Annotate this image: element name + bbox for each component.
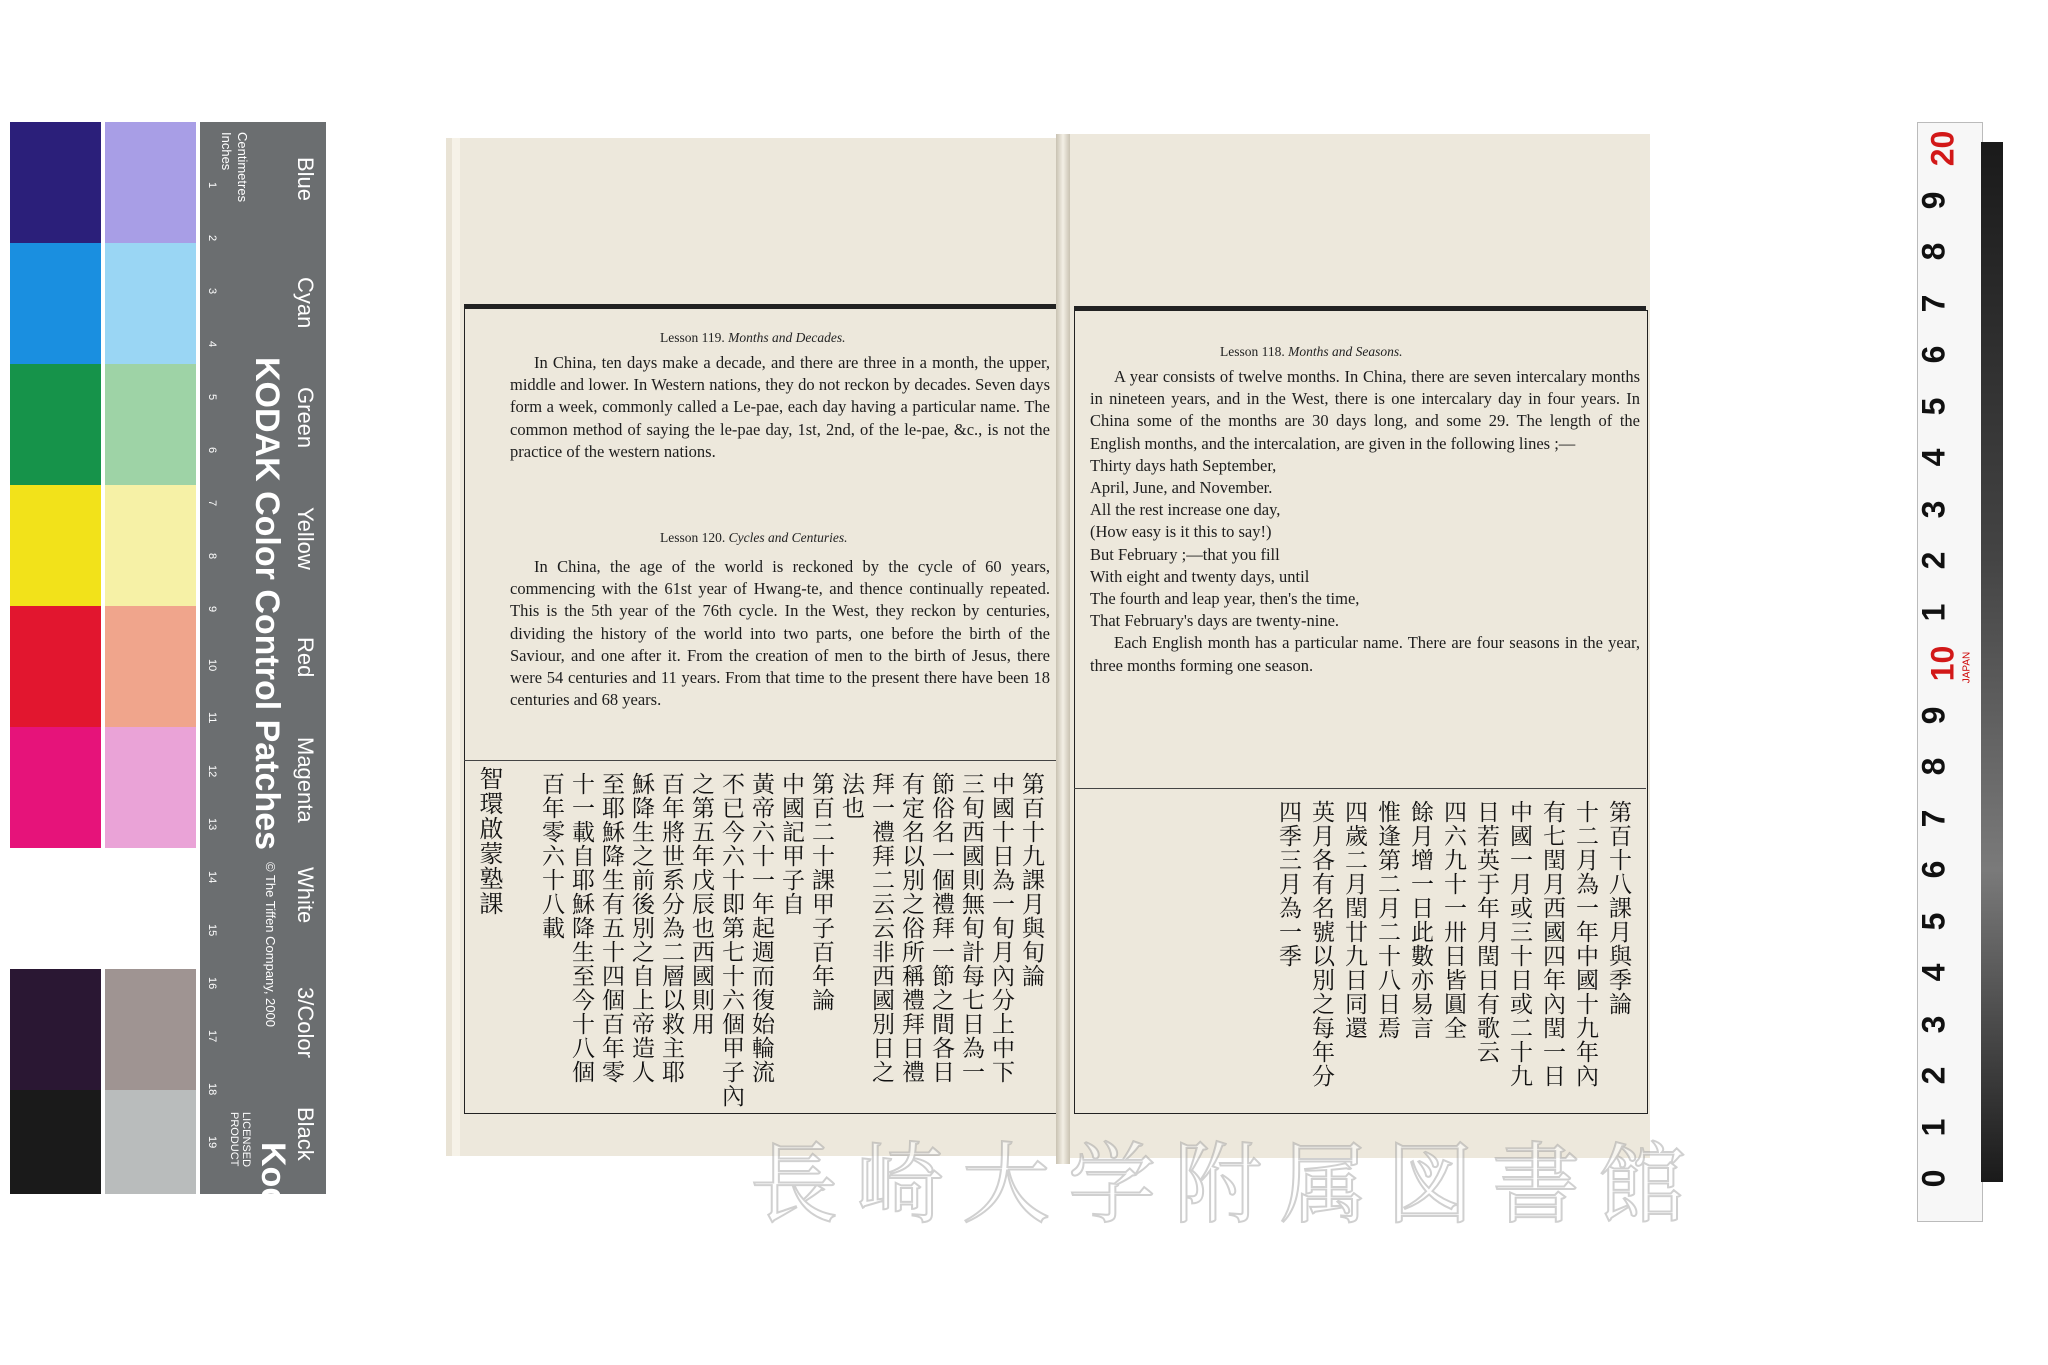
poem-line: That February's days are twenty-nine. [1090, 611, 1340, 631]
ruler-gray-scale [1981, 142, 2003, 1182]
color-label: White [293, 867, 318, 924]
ruler-number: 5 [1915, 397, 1952, 415]
chinese-column: 英月各有名號以別之每年分 [1308, 800, 1334, 1088]
left-page [460, 138, 1056, 1156]
kodak-title: KODAK Color Control Patches [248, 357, 286, 851]
color-patch-dark [10, 1090, 101, 1194]
color-label: 3/Color [293, 987, 318, 1058]
ruler-number: 1 [1915, 603, 1952, 621]
color-label: Magenta [293, 737, 318, 823]
lesson119-heading [660, 330, 845, 346]
color-patch-light [105, 727, 196, 848]
measuring-ruler [1917, 122, 2003, 1220]
chinese-column: 不已今六十即第七十六個甲子內 [718, 772, 744, 1108]
cm-tick-label: 8 [206, 553, 218, 560]
color-patch-dark [10, 606, 101, 727]
left-top-rule [464, 304, 1056, 308]
chinese-column: 四季三月為一季 [1275, 800, 1301, 968]
chinese-column: 中國記甲子自 [778, 772, 804, 916]
lesson119-body [510, 352, 1050, 463]
cm-tick-label: 1 [206, 182, 218, 189]
lesson119-title: Lesson 119. [660, 330, 725, 345]
chinese-column: 中國十日為一旬月內分上中下 [988, 772, 1014, 1084]
cm-tick-label: 7 [206, 500, 218, 507]
chinese-column: 三旬西國則無旬計每七日為一 [958, 772, 984, 1084]
lesson118-heading [1220, 344, 1403, 360]
chinese-column: 有七閏月西國四年內閏一日 [1539, 800, 1565, 1088]
ruler-number: 8 [1915, 757, 1952, 776]
color-patch-light [105, 1090, 196, 1194]
month-poem [1090, 455, 1640, 633]
cm-tick-label: 5 [206, 394, 218, 401]
chinese-column: 之第五年戊辰也西國則用 [688, 772, 714, 1036]
lesson120-heading [660, 530, 847, 546]
chinese-column: 中國一月或三十日或二十九 [1506, 800, 1532, 1088]
color-patch-dark [10, 485, 101, 606]
lesson120-title: Lesson 120. [660, 530, 726, 545]
color-label: Black [293, 1107, 318, 1161]
kodak-label-strip [200, 122, 326, 1246]
ruler-number: 20 [1924, 130, 1961, 167]
cm-tick-label: 6 [206, 447, 218, 454]
lesson119-text: In China, ten days make a decade, and there are three in a month, the upper, middle and lower. In Western nations, they do not reckon by decades. Seven days form a week, commonly called a Le-pae, each day having a particular name. The common method of saying the le-pae day, 1st, 2nd, of the le-pae, &c., is not the practice of the western nations. [510, 353, 1050, 461]
lesson120-text: In China, the age of the world is reckoned by the cycle of 60 years, commencing with the 61st year of Hwang-te, and thence continually repeated. This is the 5th year of the 76th cycle. In the West, they reckon by centuries, dividing the history of the world into two parts, one before the birth of the Saviour, and one after it. From the creation of men to the birth of Jesus, there were 54 centuries and 11 years. From that time to the present there have been 18 centuries and 68 years. [510, 557, 1050, 710]
lesson120-body [510, 556, 1050, 711]
chinese-column: 節俗名一個禮拜一節之間各日 [928, 772, 954, 1084]
ruler-number: 8 [1915, 242, 1952, 261]
cm-tick-label: 14 [206, 871, 218, 884]
cm-tick-label: 4 [206, 341, 218, 348]
chinese-column: 第百二十課甲子百年論 [808, 772, 834, 1012]
cm-tick-label: 12 [206, 765, 218, 778]
library-watermark: 長崎大学附属図書館 [750, 1133, 1705, 1236]
left-margin-title: 智環啟蒙塾課 [475, 766, 503, 916]
poem-line: April, June, and November. [1090, 478, 1273, 498]
chinese-column: 穌降生之前後別之自上帝造人 [628, 772, 654, 1084]
color-patch-light [105, 243, 196, 364]
chinese-column: 惟逢第二月二十八日焉 [1374, 800, 1400, 1040]
lesson118-closing: Each English month has a particular name. There are four seasons in the year, three months forming one season. [1090, 633, 1640, 675]
color-patch-dark [10, 727, 101, 848]
ruler-number: 1 [1915, 1118, 1952, 1136]
cm-tick-label: 9 [206, 606, 218, 613]
kodak-copyright: © The Tiffen Company, 2000 [263, 862, 278, 1027]
color-patch-dark [10, 969, 101, 1090]
chinese-column: 餘月增一日此數亦易言 [1407, 800, 1433, 1040]
ruler-number: 6 [1915, 860, 1952, 879]
lesson118-body [1090, 366, 1640, 677]
chinese-column: 十一載自耶穌降生至今十八個 [568, 772, 594, 1084]
cm-tick-label: 17 [206, 1030, 218, 1043]
ruler-number: 3 [1915, 500, 1952, 518]
chinese-column: 黃帝六十一年起週而復始輪流 [748, 772, 774, 1084]
chinese-column: 第百十八課月與季論 [1605, 800, 1631, 1016]
ruler-number: 9 [1915, 191, 1952, 209]
kodak-licensed: LICENSED PRODUCT [228, 1112, 252, 1168]
cm-tick-label: 16 [206, 977, 218, 990]
chinese-column: 拜一禮拜二云云非西國別日之 [868, 772, 894, 1084]
chinese-column: 至耶穌降生有五十四個百年零 [598, 772, 624, 1084]
chinese-column: 第百十九課月與旬論 [1018, 772, 1044, 988]
chinese-column: 有定名以別之俗所稱禮拜日禮 [898, 772, 924, 1084]
centimetres-label: Centimetres [235, 132, 250, 203]
cm-tick-label: 15 [206, 924, 218, 937]
chinese-column: 四六九十一卅日皆圓全 [1440, 800, 1466, 1040]
cm-tick-label: 13 [206, 818, 218, 831]
cm-tick-label: 19 [206, 1136, 218, 1149]
left-divider [464, 760, 1056, 761]
ruler-number: 0 [1915, 1169, 1952, 1188]
poem-line: With eight and twenty days, until [1090, 566, 1310, 586]
kodak-brand: Kodak [254, 1142, 292, 1246]
poem-line: Thirty days hath September, [1090, 455, 1277, 475]
lesson118-intro: A year consists of twelve months. In China, there are seven intercalary months in nineteen years, and in the West, there is one intercalary day in four years. In China some of the months are 30 days long, and some 29. The length of the English months, and the intercalation, are given in the following lines ;— [1090, 367, 1640, 453]
color-label: Red [293, 637, 318, 678]
poem-line: But February ;—that you fill [1090, 544, 1280, 564]
ruler-number: 7 [1915, 809, 1952, 827]
ruler-number: 2 [1915, 551, 1952, 570]
cm-tick-label: 3 [206, 288, 218, 295]
chinese-column: 十二月為一年中國十九年內 [1572, 800, 1598, 1088]
book-gutter [1056, 134, 1070, 1164]
color-patch-dark [10, 243, 101, 364]
ruler-number: 5 [1915, 912, 1952, 930]
color-patch-dark [10, 122, 101, 243]
color-patch-light [105, 969, 196, 1090]
right-divider [1074, 788, 1646, 789]
lesson118-subtitle: Months and Seasons. [1288, 344, 1403, 359]
ruler-number: 6 [1915, 345, 1952, 364]
lesson120-subtitle: Cycles and Centuries. [728, 530, 848, 545]
color-label: Green [293, 387, 318, 449]
chinese-column: 法也 [838, 772, 864, 820]
poem-line: The fourth and leap year, then's the time, [1090, 589, 1360, 609]
chinese-column: 百年將世系分為二層以救主耶 [658, 772, 684, 1084]
ruler-number: 7 [1915, 294, 1952, 312]
chinese-column: 百年零六十八載 [538, 772, 564, 940]
color-patch-light [105, 485, 196, 606]
right-page [1070, 134, 1650, 1158]
cm-tick-label: 18 [206, 1083, 218, 1096]
right-top-rule [1074, 306, 1646, 310]
poem-line: (How easy is it this to say!) [1090, 522, 1272, 542]
ruler-number: 3 [1915, 1015, 1952, 1033]
kodak-color-card [10, 122, 326, 1246]
ruler-number: 4 [1915, 963, 1952, 982]
ruler-number: 2 [1915, 1066, 1952, 1085]
chinese-column: 四歲二月閏廿九日同還 [1341, 800, 1367, 1040]
chinese-column: 日若英于年月閏日有歌云 [1473, 800, 1499, 1064]
cm-tick-label: 11 [206, 712, 218, 724]
color-patch-light [105, 606, 196, 727]
color-label: Yellow [293, 507, 318, 570]
color-label: Blue [293, 157, 318, 202]
ruler-number: 9 [1915, 706, 1952, 724]
color-patch-light [105, 122, 196, 243]
cm-tick-label: 2 [206, 235, 218, 242]
color-patch-dark [10, 364, 101, 485]
cm-tick-label: 10 [206, 659, 218, 672]
lesson119-subtitle: Months and Decades. [728, 330, 846, 345]
ruler-number: 10 [1924, 645, 1961, 682]
inches-label: Inches [219, 132, 234, 171]
ruler-number: 4 [1915, 448, 1952, 467]
ruler-maker: JAPAN [1961, 651, 1973, 684]
color-patch-light [105, 364, 196, 485]
lesson118-title: Lesson 118. [1220, 344, 1285, 359]
open-book [440, 134, 1650, 1174]
color-label: Cyan [293, 277, 318, 329]
poem-line: All the rest increase one day, [1090, 500, 1281, 520]
